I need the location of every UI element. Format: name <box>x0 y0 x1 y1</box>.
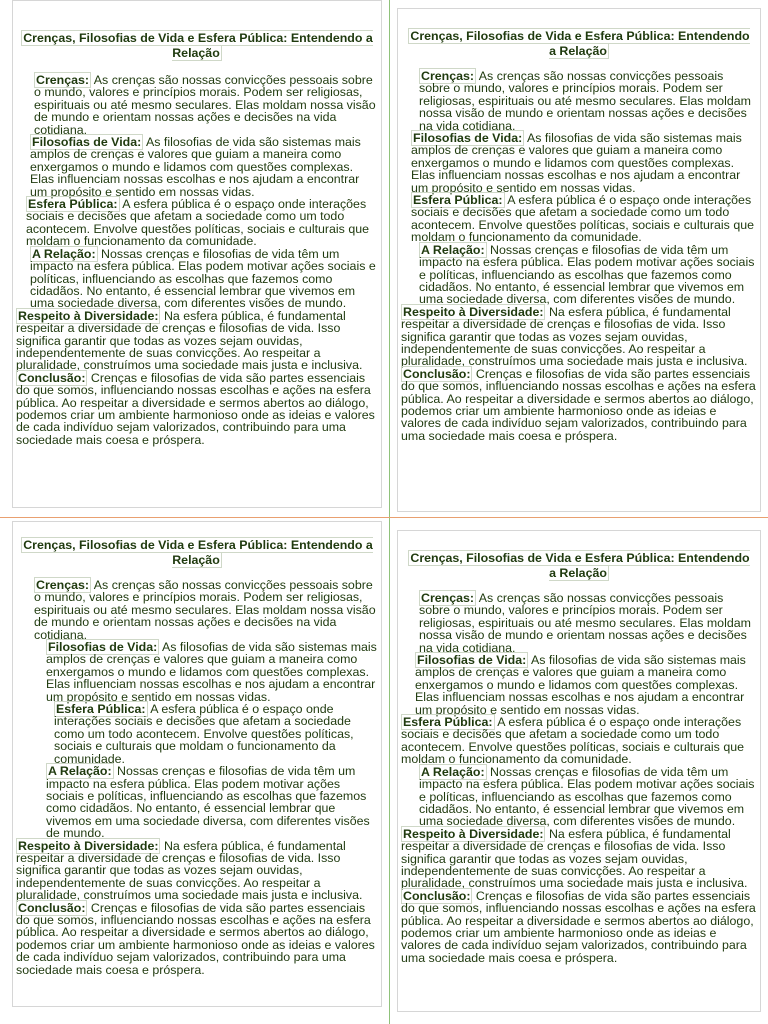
section-conclusao: Conclusão: Crenças e filosofias de vida são partes essenciais do que somos, influenciando nossas escolhas e ações na esfera pública. Ao respeitar a diversidade e sermos abertos ao diálogo, podemos criar um ambiente harmonioso onde as ideias e valores de cada indivíduo sejam valorizados, contribuindo para uma sociedade mais coesa e próspera. <box>16 900 375 977</box>
section-respeito: Respeito à Diversidade: Na esfera pública, é fundamental respeitar a diversidade de crenças e filosofias de vida. Isso significa garantir que todas as vozes sejam ouvidas, independentemente de suas convicções. Ao respeitar a pluralidade, construímos uma sociedade mais justa e inclusiva. <box>401 826 748 891</box>
horizontal-fold-line <box>0 517 768 518</box>
card-title: Crenças, Filosofias de Vida e Esfera Pública: Entendendo a Relação <box>23 31 373 60</box>
section-esfera: Esfera Pública: A esfera pública é o espaço onde interações sociais e decisões que afetam a sociedade como um todo acontecem. Envolve questões políticas, sociais e culturais que moldam o funcionamento da comunidade. <box>26 197 369 249</box>
section-conclusao: Conclusão: Crenças e filosofias de vida são partes essenciais do que somos, influenciando nossas escolhas e ações na esfera pública. Ao respeitar a diversidade e sermos abertos ao diálogo, podemos criar um ambiente harmonioso onde as ideias e valores de cada indivíduo sejam valorizados, contribuindo para uma sociedade mais coesa e próspera. <box>401 888 756 965</box>
section-crencas: Crenças: As crenças são nossas convicções pessoais sobre o mundo, valores e princípios morais. Podem ser religiosas, espirituais ou até mesmo seculares. Elas moldam nossa visão de mundo e orientam nossas ações e decisões na vida cotidiana. <box>419 591 751 655</box>
section-esfera: Esfera Pública: A esfera pública é o espaço onde interações sociais e decisões que afetam a sociedade como um todo acontecem. Envolve questões políticas, sociais e culturais que moldam o funcionamento da comunidade. <box>411 193 754 245</box>
section-relacao: A Relação: Nossas crenças e filosofias de vida têm um impacto na esfera pública. Elas podem motivar ações sociais e políticas, influenciando as escolhas que fazemos como cidadãos. No entanto, é essencial lembrar que vivemos em uma sociedade diversa, com diferentes visões de mundo. <box>46 764 370 841</box>
card-title: Crenças, Filosofias de Vida e Esfera Pública: Entendendo a Relação <box>23 538 373 567</box>
section-conclusao: Conclusão: Crenças e filosofias de vida são partes essenciais do que somos, influenciando nossas escolhas e ações na esfera pública. Ao respeitar a diversidade e sermos abertos ao diálogo, podemos criar um ambiente harmonioso onde as ideias e valores de cada indivíduo sejam valorizados, contribuindo para uma sociedade mais coesa e próspera. <box>16 370 375 447</box>
section-respeito: Respeito à Diversidade: Na esfera pública, é fundamental respeitar a diversidade de crenças e filosofias de vida. Isso significa garantir que todas as vozes sejam ouvidas, independentemente de suas convicções. Ao respeitar a pluralidade, construímos uma sociedade mais justa e inclusiva. <box>401 304 748 369</box>
section-crencas: Crenças: As crenças são nossas convicções pessoais sobre o mundo, valores e princípios morais. Podem ser religiosas, espirituais ou até mesmo seculares. Elas moldam nossa visão de mundo e orientam nossas ações e decisões na vida cotidiana. <box>34 73 376 137</box>
section-relacao: A Relação: Nossas crenças e filosofias de vida têm um impacto na esfera pública. Elas podem motivar ações sociais e políticas, influenciando as escolhas que fazemos como cidadãos. No entanto, é essencial lembrar que vivemos em uma sociedade diversa, com diferentes visões de mundo. <box>30 246 376 311</box>
card-top-right <box>397 8 761 512</box>
section-respeito: Respeito à Diversidade: Na esfera pública, é fundamental respeitar a diversidade de crenças e filosofias de vida. Isso significa garantir que todas as vozes sejam ouvidas, independentemente de suas convicções. Ao respeitar a pluralidade, construímos uma sociedade mais justa e inclusiva. <box>16 838 363 903</box>
section-relacao: A Relação: Nossas crenças e filosofias de vida têm um impacto na esfera pública. Elas podem motivar ações sociais e políticas, influenciando as escolhas que fazemos como cidadãos. No entanto, é essencial lembrar que vivemos em uma sociedade diversa, com diferentes visões de mundo. <box>419 242 755 307</box>
section-filosofias: Filosofias de Vida: As filosofias de vida são sistemas mais amplos de crenças e valores que guiam a maneira como enxergamos o mundo e lidamos com questões complexas. Elas influenciam nossas escolhas e nos ajudam a encontrar um propósito e sentido em nossas vidas. <box>46 640 377 704</box>
section-filosofias: Filosofias de Vida: As filosofias de vida são sistemas mais amplos de crenças e valores que guiam a maneira como enxergamos o mundo e lidamos com questões complexas. Elas influenciam nossas escolhas e nos ajudam a encontrar um propósito e sentido em nossas vidas. <box>415 653 746 717</box>
card-bottom-right <box>397 530 761 1012</box>
section-respeito: Respeito à Diversidade: Na esfera pública, é fundamental respeitar a diversidade de crenças e filosofias de vida. Isso significa garantir que todas as vozes sejam ouvidas, independentemente de suas convicções. Ao respeitar a pluralidade, construímos uma sociedade mais justa e inclusiva. <box>16 308 363 373</box>
section-conclusao: Conclusão: Crenças e filosofias de vida são partes essenciais do que somos, influenciando nossas escolhas e ações na esfera pública. Ao respeitar a diversidade e sermos abertos ao diálogo, podemos criar um ambiente harmonioso onde as ideias e valores de cada indivíduo sejam valorizados, contribuindo para uma sociedade mais coesa e próspera. <box>401 366 756 443</box>
card-title: Crenças, Filosofias de Vida e Esfera Pública: Entendendo a Relação <box>410 551 750 580</box>
section-filosofias: Filosofias de Vida: As filosofias de vida são sistemas mais amplos de crenças e valores que guiam a maneira como enxergamos o mundo e lidamos com questões complexas. Elas influenciam nossas escolhas e nos ajudam a encontrar um propósito e sentido em nossas vidas. <box>30 135 361 199</box>
section-crencas: Crenças: As crenças são nossas convicções pessoais sobre o mundo, valores e princípios morais. Podem ser religiosas, espirituais ou até mesmo seculares. Elas moldam nossa visão de mundo e orientam nossas ações e decisões na vida cotidiana. <box>34 578 376 642</box>
card-title: Crenças, Filosofias de Vida e Esfera Pública: Entendendo a Relação <box>410 29 750 58</box>
section-relacao: A Relação: Nossas crenças e filosofias de vida têm um impacto na esfera pública. Elas podem motivar ações sociais e políticas, influenciando as escolhas que fazemos como cidadãos. No entanto, é essencial lembrar que vivemos em uma sociedade diversa, com diferentes visões de mundo. <box>419 764 755 829</box>
section-crencas: Crenças: As crenças são nossas convicções pessoais sobre o mundo, valores e princípios morais. Podem ser religiosas, espirituais ou até mesmo seculares. Elas moldam nossa visão de mundo e orientam nossas ações e decisões na vida cotidiana. <box>419 69 751 133</box>
card-bottom-left <box>12 521 382 1007</box>
section-esfera: Esfera Pública: A esfera pública é o espaço onde interações sociais e decisões que afetam a sociedade como um todo acontecem. Envolve questões políticas, sociais e culturais que moldam o funcionamento da comunidade. <box>54 702 354 766</box>
section-esfera: Esfera Pública: A esfera pública é o espaço onde interações sociais e decisões que afetam a sociedade como um todo acontecem. Envolve questões políticas, sociais e culturais que moldam o funcionamento da comunidade. <box>401 715 744 767</box>
card-top-left <box>12 0 382 508</box>
section-filosofias: Filosofias de Vida: As filosofias de vida são sistemas mais amplos de crenças e valores que guiam a maneira como enxergamos o mundo e lidamos com questões complexas. Elas influenciam nossas escolhas e nos ajudam a encontrar um propósito e sentido em nossas vidas. <box>411 131 742 195</box>
vertical-fold-line <box>389 0 390 1024</box>
